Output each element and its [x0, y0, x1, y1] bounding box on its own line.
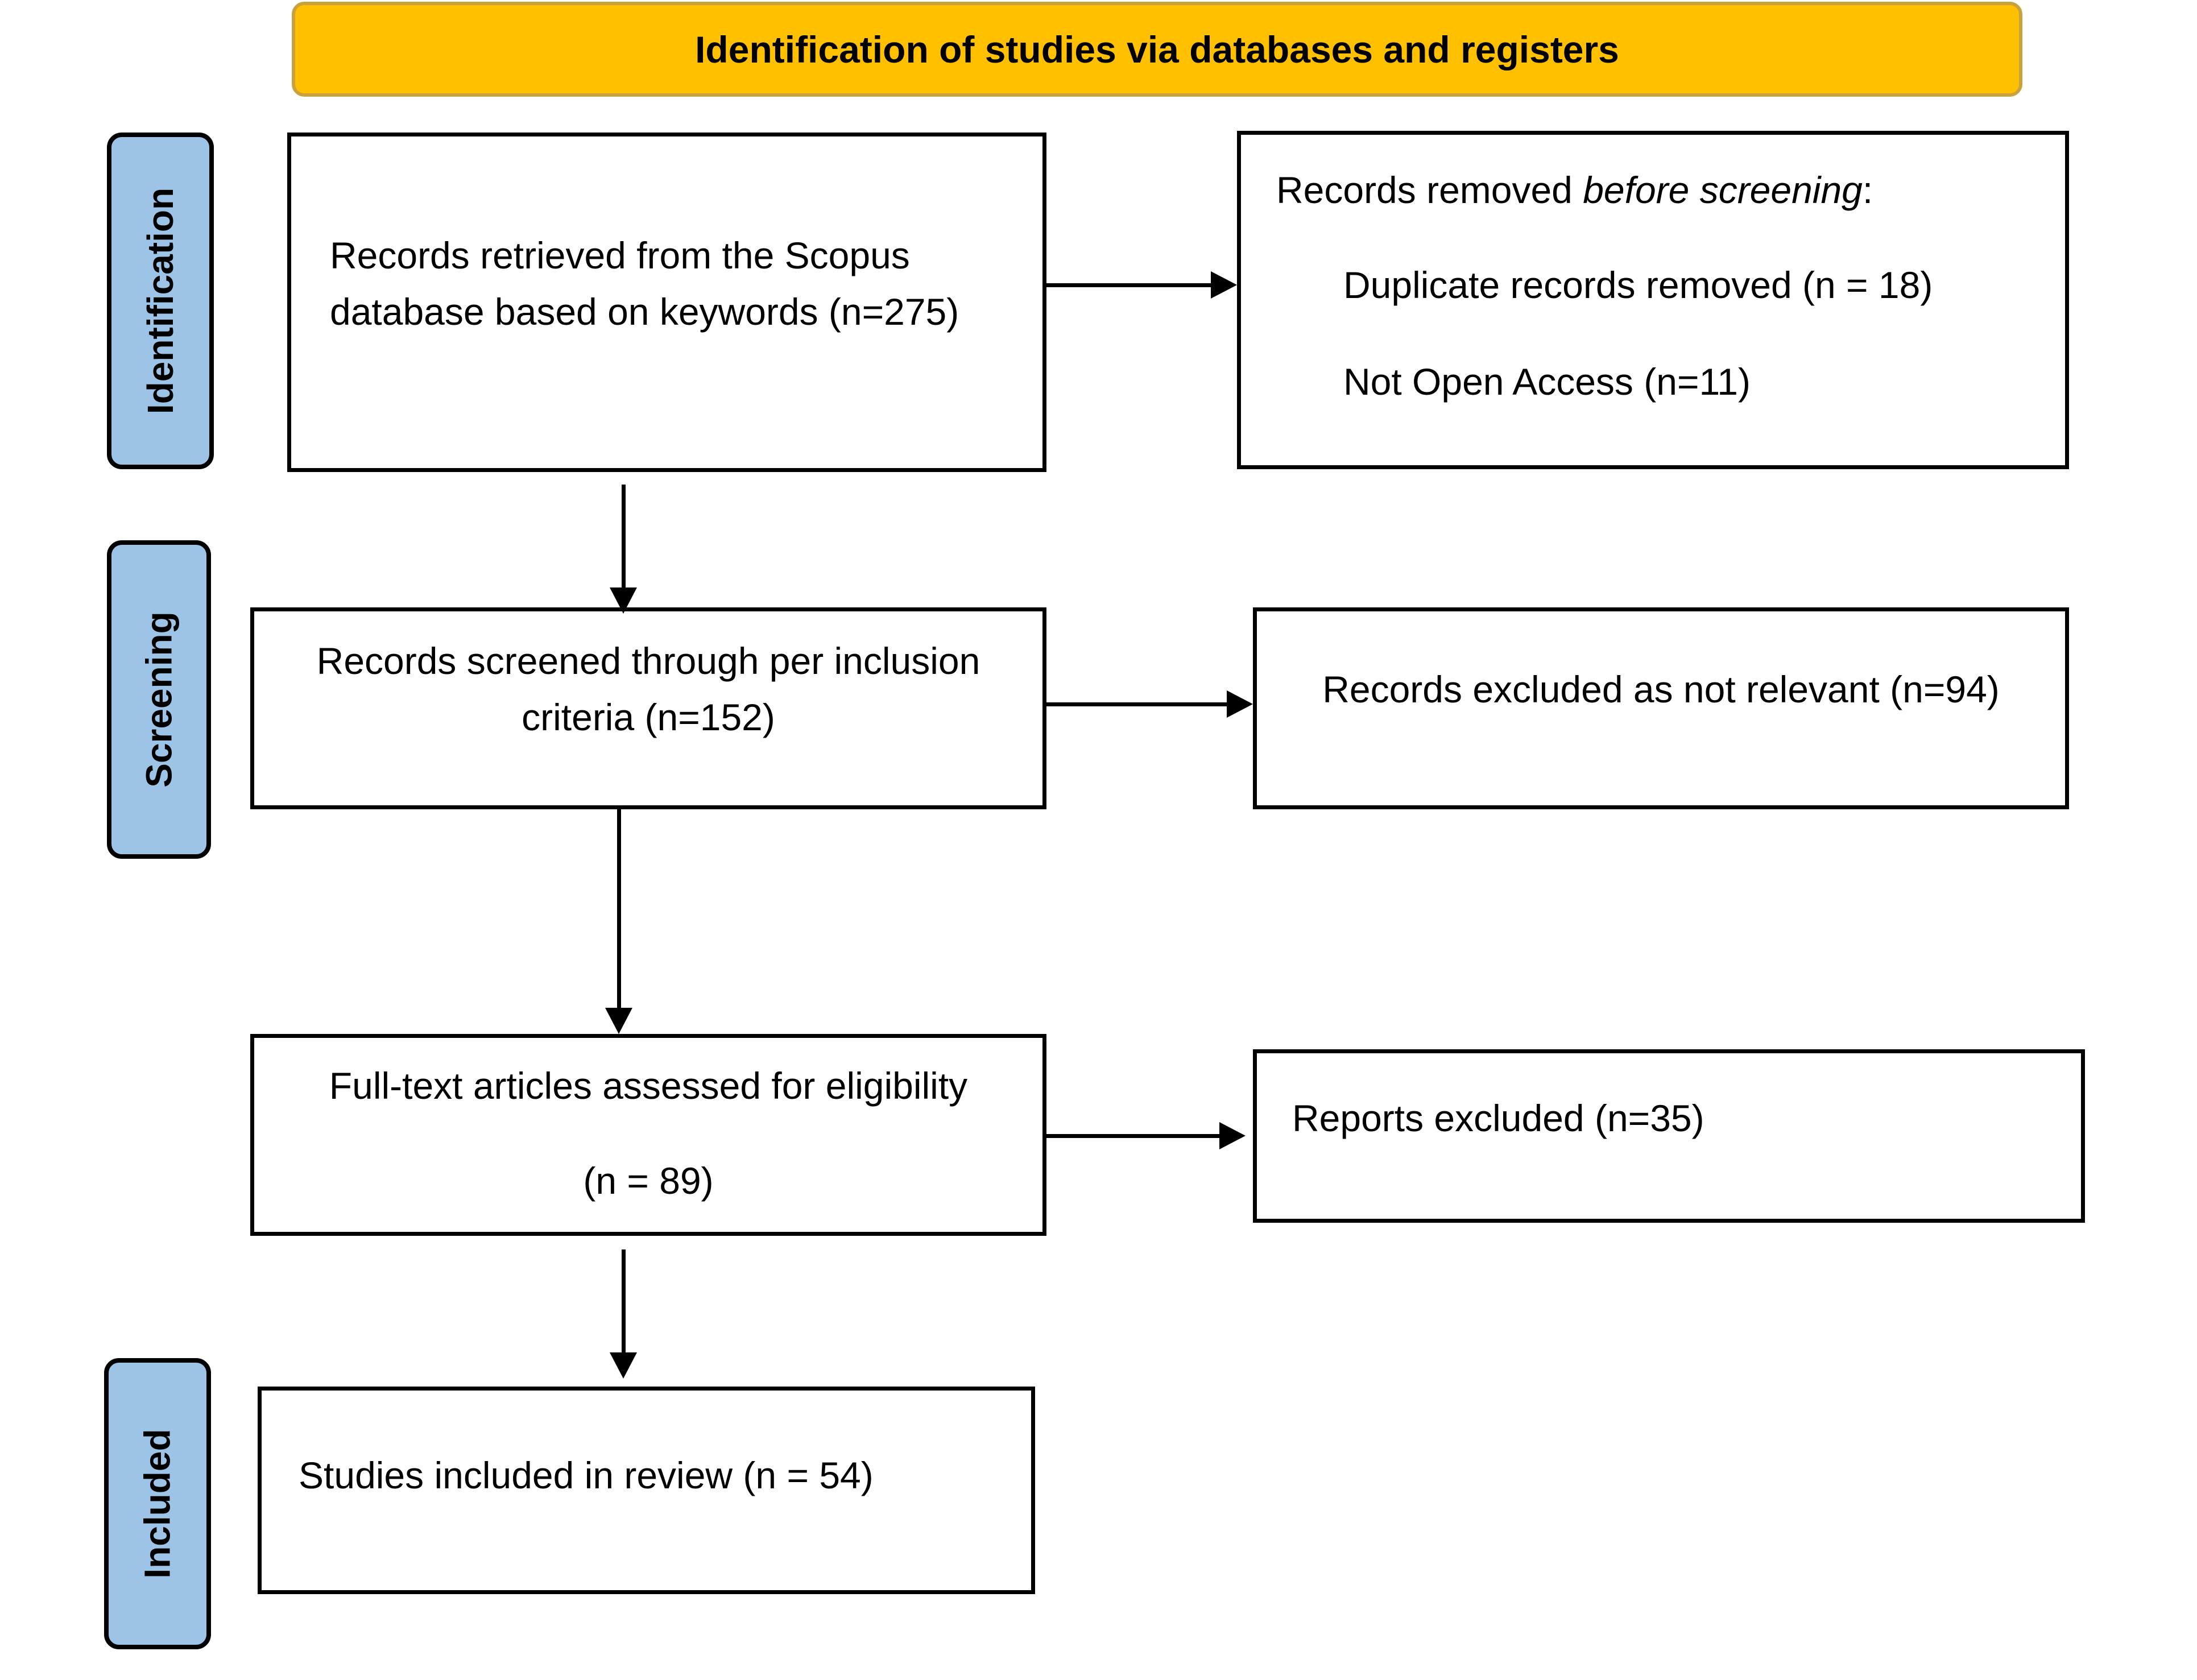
arrow-fulltext-to-reports-line	[1046, 1134, 1220, 1138]
arrow-fulltext-to-included-head	[610, 1352, 637, 1379]
arrow-fulltext-to-reports-head	[1219, 1122, 1246, 1149]
studies-included-box	[258, 1387, 1035, 1594]
records-retrieved-line2: database based on keywords (n=275)	[330, 291, 959, 333]
arrow-screened-to-excluded-line	[1046, 702, 1227, 706]
reports-excluded-text: Reports excluded (n=35)	[1292, 1097, 1704, 1139]
studies-included-text: Studies included in review (n = 54)	[299, 1454, 874, 1496]
reports-excluded-box	[1253, 1049, 2085, 1223]
not-open-access-item: Not Open Access (n=11)	[1343, 361, 1751, 403]
arrow-retrieved-to-screened-head	[610, 587, 637, 614]
banner-title: Identification of studies via databases and registers	[695, 28, 1619, 71]
phase-included-label: Included	[137, 1429, 178, 1579]
phase-screening	[107, 540, 211, 859]
arrow-fulltext-to-included-line	[622, 1249, 626, 1355]
records-screened-box	[250, 607, 1046, 809]
arrow-retrieved-to-removed-line	[1046, 283, 1211, 287]
records-removed-box	[1237, 131, 2069, 469]
records-retrieved-box	[287, 133, 1046, 472]
records-removed-heading-prefix: Records removed	[1276, 169, 1583, 211]
phase-identification-label: Identification	[140, 187, 181, 415]
records-removed-heading-italic: before screening	[1583, 169, 1863, 211]
records-screened-line2: criteria (n=152)	[522, 696, 775, 738]
fulltext-assessed-box	[250, 1034, 1046, 1236]
fulltext-assessed-line2: (n = 89)	[583, 1160, 714, 1202]
records-removed-heading-suffix: :	[1862, 169, 1873, 211]
arrow-retrieved-to-removed-head	[1211, 271, 1237, 299]
records-removed-heading	[1276, 162, 1873, 218]
records-retrieved-line1: Records retrieved from the Scopus	[330, 234, 910, 276]
records-excluded-text: Records excluded as not relevant (n=94)	[1322, 668, 2000, 710]
arrow-screened-to-fulltext-line	[617, 809, 621, 1010]
header-banner	[292, 2, 2022, 97]
arrow-screened-to-fulltext-head	[605, 1008, 632, 1034]
arrow-screened-to-excluded-head	[1227, 690, 1253, 718]
phase-identification	[107, 133, 214, 469]
phase-included	[104, 1358, 211, 1649]
fulltext-assessed-line1: Full-text articles assessed for eligibility	[329, 1065, 968, 1107]
phase-screening-label: Screening	[138, 611, 180, 788]
records-screened-line1: Records screened through per inclusion	[316, 640, 980, 682]
arrow-retrieved-to-screened-line	[622, 485, 626, 590]
duplicate-records-item: Duplicate records removed (n = 18)	[1343, 264, 1933, 306]
records-excluded-box	[1253, 607, 2069, 809]
